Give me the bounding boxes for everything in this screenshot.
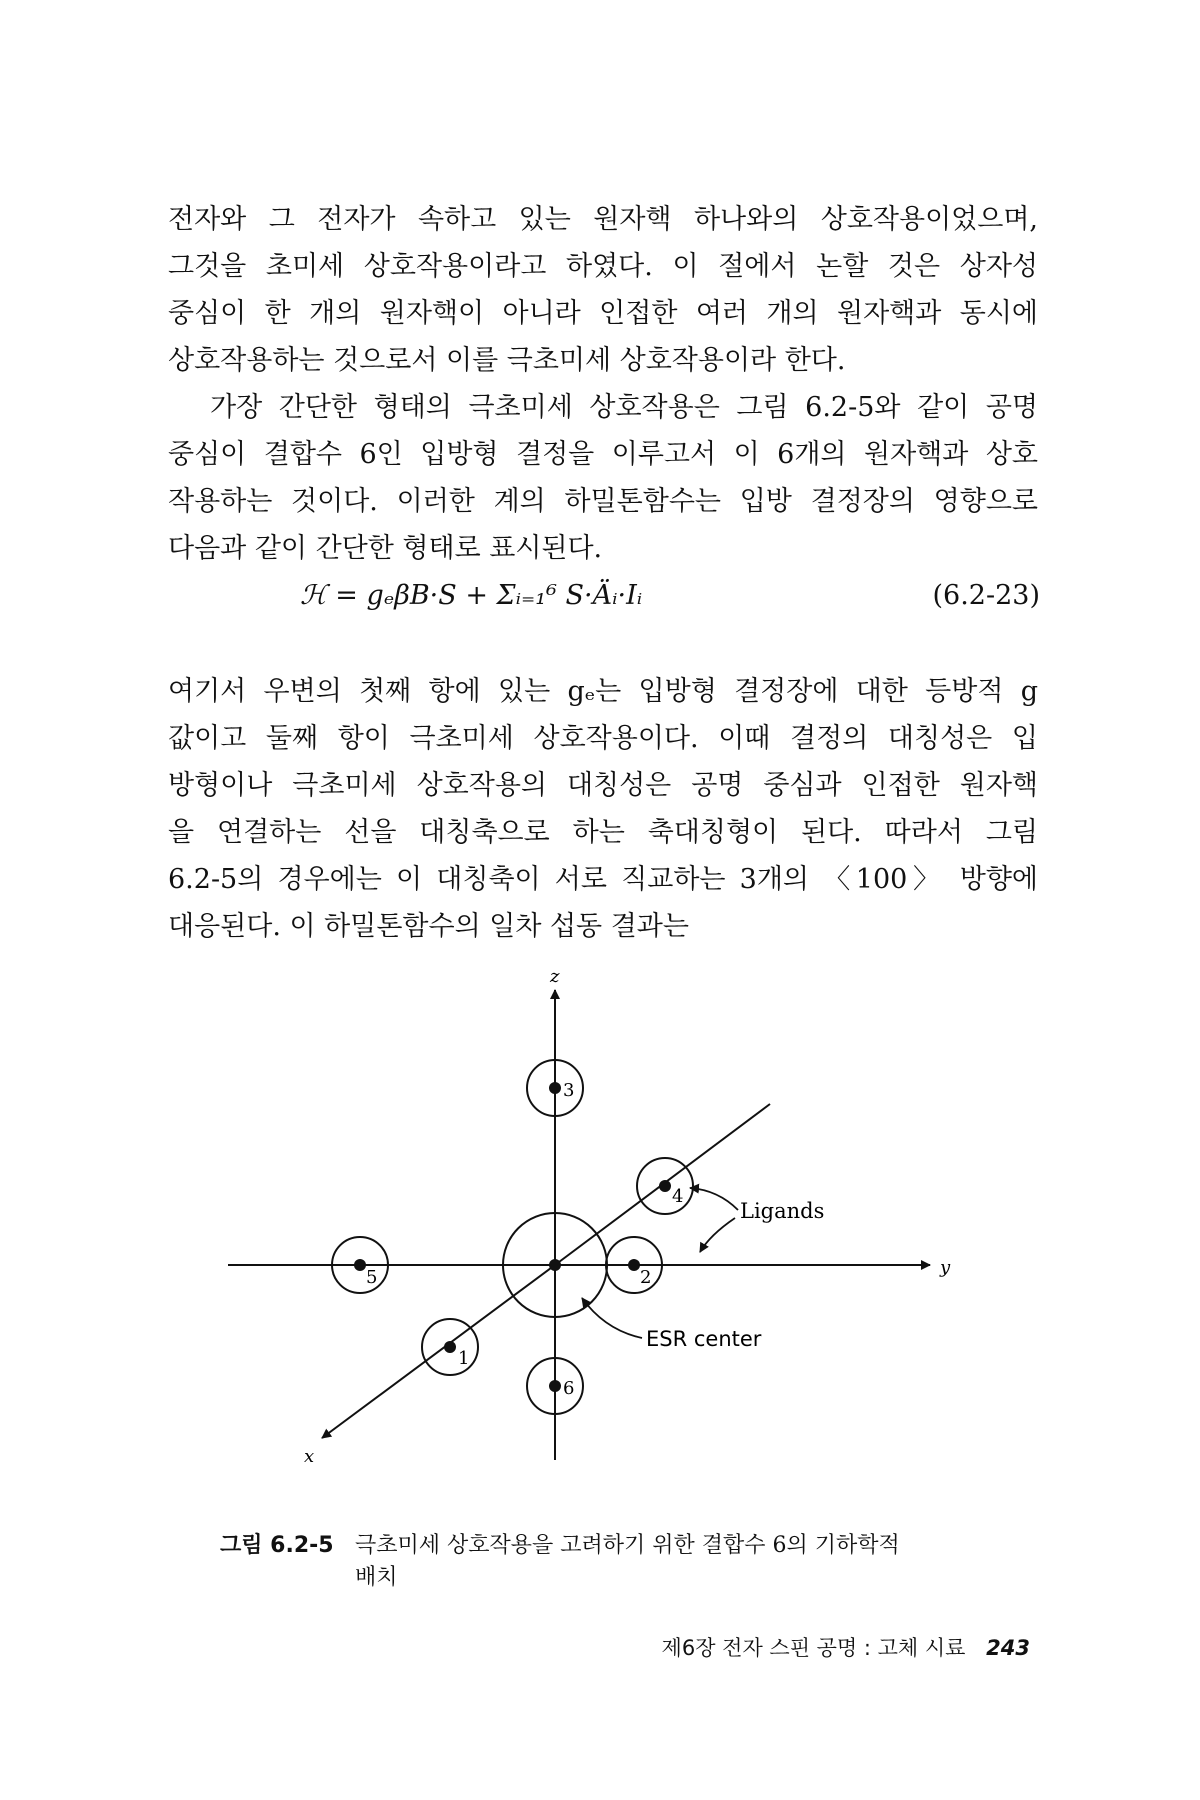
text-line: 전자와 그 전자가 속하고 있는 원자핵 하나와의 상호작용이었으며,: [168, 204, 1038, 235]
ligands-label: Ligands: [740, 1199, 825, 1223]
z-axis-label: z: [550, 966, 560, 987]
paragraph-1: [168, 196, 1038, 572]
text-line: 다음과 같이 간단한 형태로 표시된다.: [168, 533, 603, 564]
text-line: 6.2-5의 경우에는 이 대칭축이 서로 직교하는 3개의 〈100〉 방향에: [168, 864, 1038, 895]
ligand-6-number: 6: [563, 1378, 575, 1399]
ligand-geometry-figure: [210, 960, 1010, 1500]
ligand-5-dot: [354, 1259, 366, 1271]
esr-center-arrow: [582, 1298, 642, 1338]
ligand-1-number: 1: [458, 1348, 470, 1369]
page-footer: [662, 1632, 1030, 1662]
ligand-6-dot: [549, 1380, 561, 1392]
x-axis-label: x: [304, 1446, 315, 1467]
ligand-5-number: 5: [366, 1267, 378, 1288]
text-line: 값이고 둘째 항이 극초미세 상호작용이다. 이때 결정의 대칭성은 입: [168, 723, 1038, 754]
ligand-4-number: 4: [672, 1186, 684, 1207]
equation-expression: ℋ = gₑβB·S + Σᵢ₌₁⁶ S·Äᵢ·Iᵢ: [300, 580, 643, 611]
ligand-4-dot: [659, 1180, 671, 1192]
text-line: 대응된다. 이 하밀톤함수의 일차 섭동 결과는: [168, 911, 689, 942]
text-line: 방형이나 극초미세 상호작용의 대칭성은 공명 중심과 인접한 원자핵: [168, 770, 1038, 801]
x-axis: [322, 1265, 555, 1438]
equation-number: (6.2-23): [932, 580, 1040, 611]
text-line: 가장 간단한 형태의 극초미세 상호작용은 그림 6.2-5와 같이 공명: [210, 392, 1038, 423]
ligand-3-number: 3: [563, 1080, 575, 1101]
hamiltonian-equation: [300, 568, 1040, 624]
text-line: 그것을 초미세 상호작용이라고 하였다. 이 절에서 논할 것은 상자성: [168, 251, 1038, 282]
paragraph-2: [168, 668, 1038, 950]
caption-text: 극초미세 상호작용을 고려하기 위한 결합수 6의 기하학적 배치: [355, 1533, 900, 1590]
text-line: 여기서 우변의 첫째 항에 있는 gₑ는 입방형 결정장에 대한 등방적 g: [168, 676, 1038, 707]
y-axis-label: y: [940, 1257, 951, 1278]
ligand-1-dot: [444, 1341, 456, 1353]
running-head: 제6장 전자 스핀 공명 : 고체 시료: [661, 1636, 966, 1660]
esr-center-label: ESR center: [646, 1327, 762, 1351]
text-line: 중심이 한 개의 원자핵이 아니라 인접한 여러 개의 원자핵과 동시에: [168, 298, 1038, 329]
ligand-3-dot: [549, 1082, 561, 1094]
figure-diagram: [210, 960, 1010, 1500]
caption-label: 그림 6.2-5: [220, 1533, 334, 1558]
text-line: 작용하는 것이다. 이러한 계의 하밀톤함수는 입방 결정장의 영향으로: [168, 486, 1038, 517]
ligands-arrow-to-4: [690, 1188, 738, 1210]
ligands-arrow-to-2: [700, 1218, 735, 1252]
ligand-2-number: 2: [640, 1267, 652, 1288]
ligand-2-dot: [628, 1259, 640, 1271]
page-number: 243: [986, 1636, 1030, 1660]
text-line: 을 연결하는 선을 대칭축으로 하는 축대칭형이 된다. 따라서 그림: [168, 817, 1038, 848]
esr-center-dot: [549, 1259, 561, 1271]
text-line: 중심이 결합수 6인 입방형 결정을 이루고서 이 6개의 원자핵과 상호: [168, 439, 1038, 470]
text-line: 상호작용하는 것으로서 이를 극초미세 상호작용이라 한다.: [168, 345, 846, 376]
